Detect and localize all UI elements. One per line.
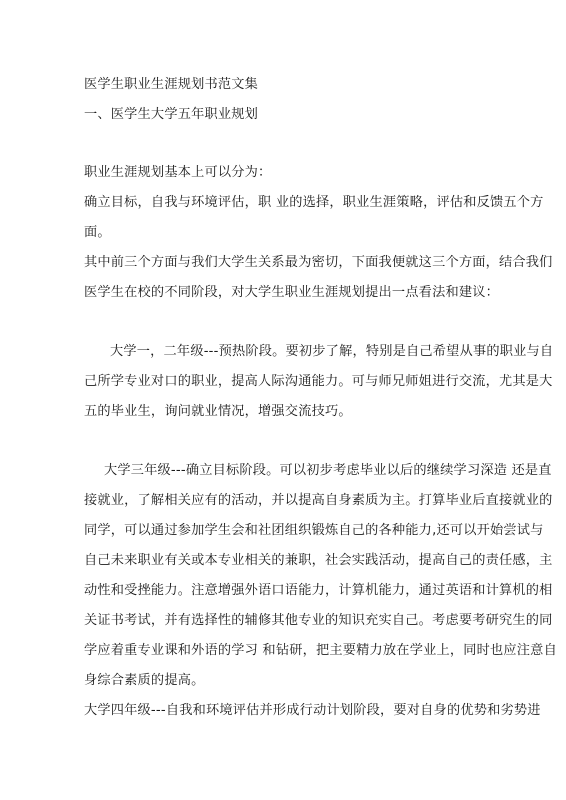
- intro-line-1: 职业生涯规划基本上可以分为：: [84, 165, 272, 180]
- document-title: 医学生职业生涯规划书范文集: [84, 77, 259, 92]
- para-year12-line-3: 五的毕业生，询问就业情况，增强交流技巧。: [84, 404, 352, 419]
- para-year3-line-2: 接就业，了解相关应有的活动，并以提高自身素质为主。打算毕业后直接就业的: [84, 493, 553, 508]
- para-year3-line-4: 自己未来职业有关或本专业相关的兼职，社会实践活动，提高自己的责任感，主: [84, 553, 553, 568]
- section-heading: 一、医学生大学五年职业规划: [84, 107, 259, 122]
- para-year12-line-2: 己所学专业对口的职业，提高人际沟通能力。可与师兄师姐进行交流，尤其是大: [84, 374, 553, 389]
- para-year4-line-1: 大学四年级---自我和环境评估并形成行动计划阶段，要对自身的优势和劣势进: [84, 703, 541, 718]
- para-year3-line-7: 学应着重专业课和外语的学习 和钻研，把主要精力放在学业上，同时也应注意自: [84, 643, 557, 658]
- intro-line-4: 其中前三个方面与我们大学生关系最为密切，下面我便就这三个方面，结合我们: [84, 255, 553, 270]
- para-year3-line-8: 身综合素质的提高。: [84, 673, 205, 688]
- intro-line-2: 确立目标，自我与环境评估，职 业的选择，职业生涯策略，评估和反馈五个方: [84, 195, 544, 210]
- para-year3-line-6: 关证书考试，并有选择性的辅修其他专业的知识充实自己。考虑要考研究生的同: [84, 613, 553, 628]
- para-year3-line-5: 动性和受挫能力。注意增强外语口语能力，计算机能力，通过英语和计算机的相: [84, 583, 553, 598]
- intro-line-3: 面。: [84, 225, 111, 240]
- para-year3-line-3: 同学，可以通过参加学生会和社团组织锻炼自己的各种能力,还可以开始尝试与: [84, 523, 544, 538]
- intro-line-5: 医学生在校的不同阶段，对大学生职业生涯规划提出一点看法和建议：: [84, 285, 500, 300]
- para-year12-line-1: 大学一，二年级---预热阶段。要初步了解，特别是自己希望从事的职业与自: [110, 344, 554, 359]
- para-year3-line-1: 大学三年级---确立目标阶段。可以初步考虑毕业以后的继续学习深造 还是直: [104, 463, 552, 478]
